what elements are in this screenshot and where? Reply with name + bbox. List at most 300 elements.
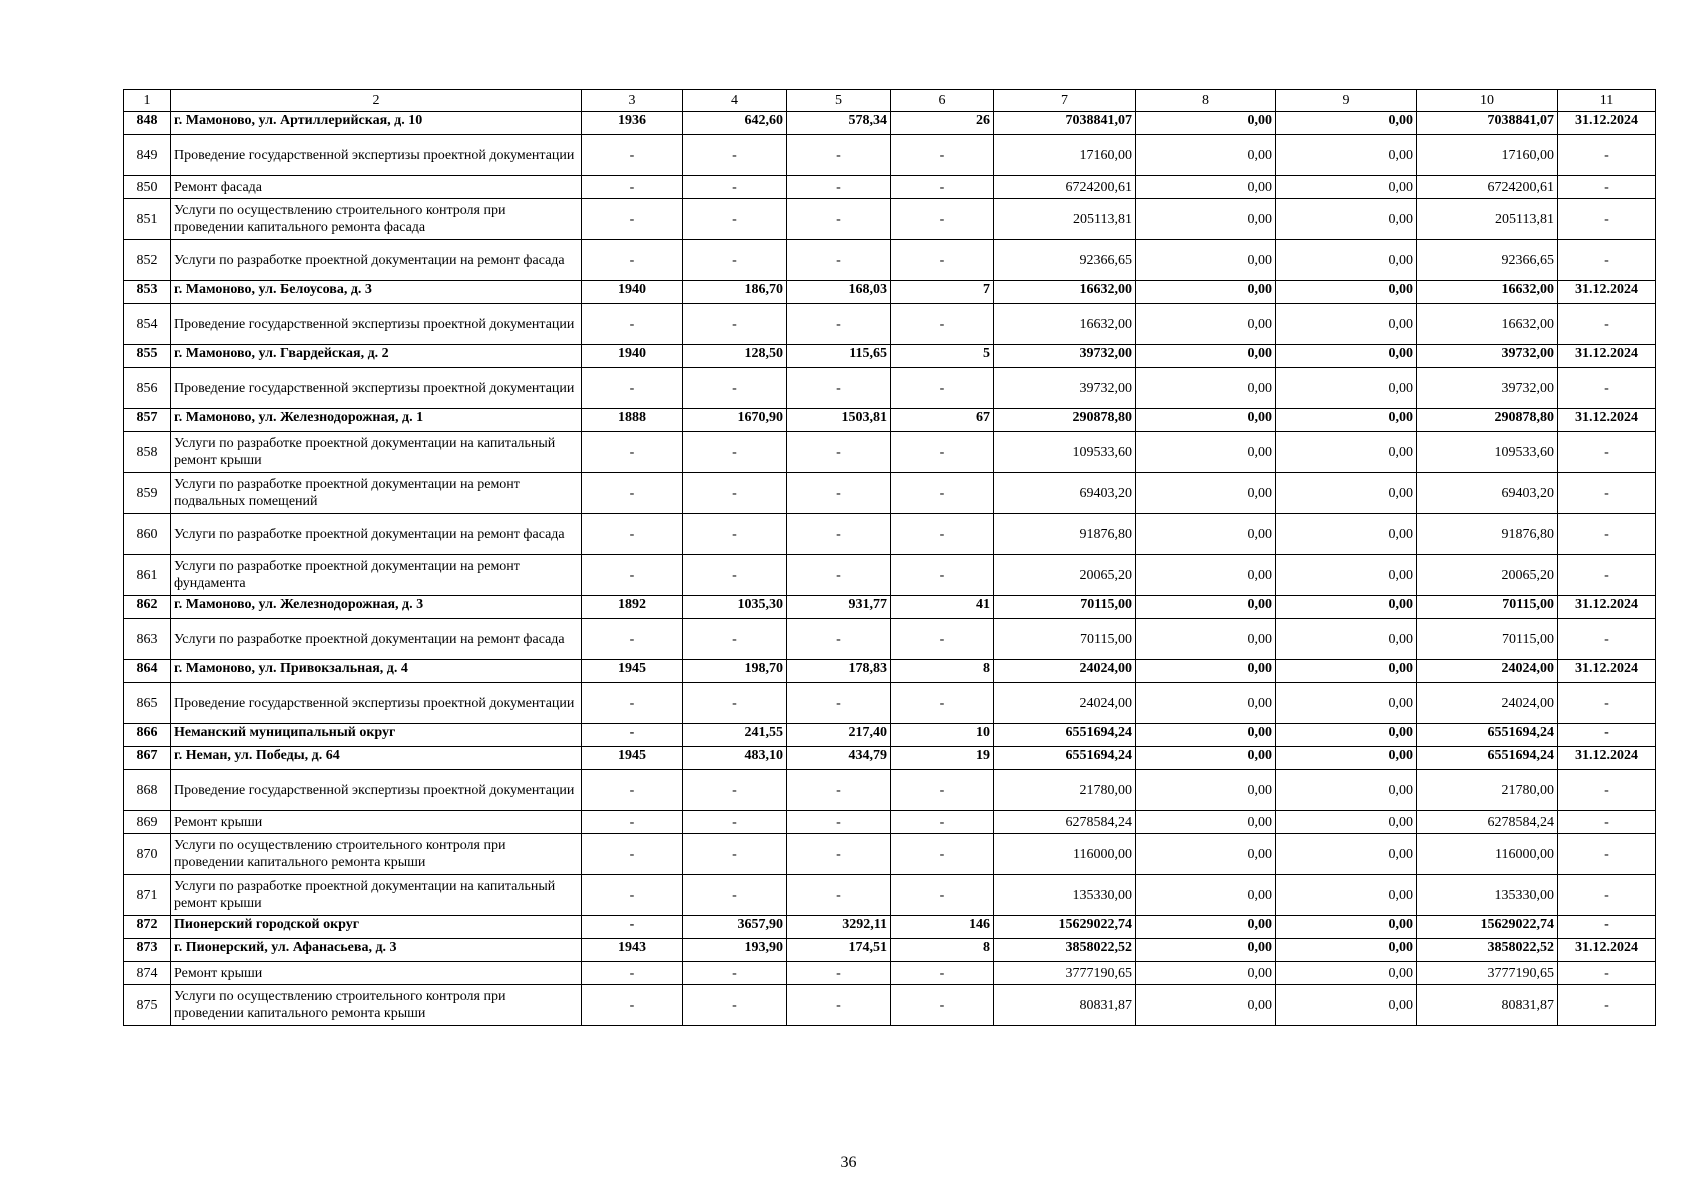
cell-fund-owners: 17160,00 xyxy=(1417,135,1558,176)
cell-completion-date: 31.12.2024 xyxy=(1558,345,1656,368)
cell-living-area: - xyxy=(787,304,891,345)
cell-total-area: 642,60 xyxy=(683,112,787,135)
cell-total-cost: 91876,80 xyxy=(994,514,1136,555)
cell-completion-date: - xyxy=(1558,135,1656,176)
table-row xyxy=(124,514,1656,555)
cell-fund-regional: 0,00 xyxy=(1276,916,1417,939)
cell-fund-regional: 0,00 xyxy=(1276,240,1417,281)
cell-fund-federal: 0,00 xyxy=(1136,596,1276,619)
cell-living-area: 174,51 xyxy=(787,939,891,962)
cell-total-area: - xyxy=(683,473,787,514)
cell-completion-date: - xyxy=(1558,240,1656,281)
cell-build-year: 1940 xyxy=(582,281,683,304)
cell-living-area: - xyxy=(787,432,891,473)
cell-total-area: - xyxy=(683,135,787,176)
cell-total-cost: 6551694,24 xyxy=(994,724,1136,747)
cell-item-name: Проведение государственной экспертизы проектной документации xyxy=(171,135,582,176)
cell-fund-federal: 0,00 xyxy=(1136,514,1276,555)
cell-fund-federal: 0,00 xyxy=(1136,916,1276,939)
cell-fund-owners: 70115,00 xyxy=(1417,619,1558,660)
cell-residents: - xyxy=(891,240,994,281)
cell-fund-regional: 0,00 xyxy=(1276,409,1417,432)
cell-fund-regional: 0,00 xyxy=(1276,811,1417,834)
cell-row-number: 861 xyxy=(124,555,171,596)
cell-row-number: 865 xyxy=(124,683,171,724)
cell-build-year: 1888 xyxy=(582,409,683,432)
cell-completion-date: - xyxy=(1558,176,1656,199)
cell-item-name: Проведение государственной экспертизы проектной документации xyxy=(171,770,582,811)
cell-residents: - xyxy=(891,473,994,514)
cell-residents: - xyxy=(891,811,994,834)
cell-total-cost: 6551694,24 xyxy=(994,747,1136,770)
cell-item-name: Проведение государственной экспертизы проектной документации xyxy=(171,368,582,409)
cell-build-year: - xyxy=(582,473,683,514)
table-row xyxy=(124,596,1656,619)
cell-row-number: 874 xyxy=(124,962,171,985)
cell-living-area: - xyxy=(787,985,891,1026)
cell-total-area: 186,70 xyxy=(683,281,787,304)
cell-completion-date: - xyxy=(1558,555,1656,596)
cell-total-area: - xyxy=(683,199,787,240)
cell-build-year: 1892 xyxy=(582,596,683,619)
cell-total-area: - xyxy=(683,770,787,811)
cell-fund-owners: 7038841,07 xyxy=(1417,112,1558,135)
cell-fund-owners: 20065,20 xyxy=(1417,555,1558,596)
cell-fund-regional: 0,00 xyxy=(1276,135,1417,176)
cell-row-number: 863 xyxy=(124,619,171,660)
cell-living-area: 434,79 xyxy=(787,747,891,770)
cell-fund-owners: 24024,00 xyxy=(1417,660,1558,683)
header-cell-total-cost: 7 xyxy=(994,90,1136,112)
cell-fund-regional: 0,00 xyxy=(1276,596,1417,619)
cell-row-number: 869 xyxy=(124,811,171,834)
header-cell-fund-regional: 9 xyxy=(1276,90,1417,112)
cell-total-cost: 39732,00 xyxy=(994,368,1136,409)
header-cell-build-year: 3 xyxy=(582,90,683,112)
cell-fund-federal: 0,00 xyxy=(1136,770,1276,811)
cell-total-cost: 116000,00 xyxy=(994,834,1136,875)
cell-fund-regional: 0,00 xyxy=(1276,368,1417,409)
cell-item-name: Услуги по разработке проектной документации на ремонт фундамента xyxy=(171,555,582,596)
cell-total-cost: 92366,65 xyxy=(994,240,1136,281)
cell-build-year: - xyxy=(582,199,683,240)
cell-total-area: 198,70 xyxy=(683,660,787,683)
cell-build-year: - xyxy=(582,811,683,834)
cell-residents: - xyxy=(891,683,994,724)
table-row xyxy=(124,555,1656,596)
cell-build-year: - xyxy=(582,555,683,596)
cell-row-number: 856 xyxy=(124,368,171,409)
cell-total-cost: 24024,00 xyxy=(994,683,1136,724)
cell-row-number: 853 xyxy=(124,281,171,304)
cell-fund-regional: 0,00 xyxy=(1276,619,1417,660)
cell-fund-regional: 0,00 xyxy=(1276,985,1417,1026)
table-row xyxy=(124,135,1656,176)
cell-completion-date: - xyxy=(1558,199,1656,240)
cell-total-cost: 39732,00 xyxy=(994,345,1136,368)
table-row xyxy=(124,916,1656,939)
cell-fund-federal: 0,00 xyxy=(1136,304,1276,345)
cell-total-cost: 69403,20 xyxy=(994,473,1136,514)
table-body xyxy=(124,112,1656,1026)
cell-build-year: - xyxy=(582,724,683,747)
column-number-header xyxy=(124,90,1656,112)
page-number: 36 xyxy=(840,1154,857,1171)
table-row xyxy=(124,875,1656,916)
cell-total-cost: 20065,20 xyxy=(994,555,1136,596)
table-row xyxy=(124,811,1656,834)
cell-row-number: 857 xyxy=(124,409,171,432)
cell-build-year: 1943 xyxy=(582,939,683,962)
table-row xyxy=(124,409,1656,432)
cell-fund-owners: 70115,00 xyxy=(1417,596,1558,619)
cell-total-area: - xyxy=(683,555,787,596)
cell-build-year: 1936 xyxy=(582,112,683,135)
cell-residents: 26 xyxy=(891,112,994,135)
cell-living-area: 178,83 xyxy=(787,660,891,683)
cell-completion-date: 31.12.2024 xyxy=(1558,596,1656,619)
cell-fund-regional: 0,00 xyxy=(1276,112,1417,135)
cell-living-area: - xyxy=(787,619,891,660)
cell-living-area: - xyxy=(787,240,891,281)
cell-row-number: 864 xyxy=(124,660,171,683)
cell-total-area: - xyxy=(683,368,787,409)
cell-fund-owners: 16632,00 xyxy=(1417,304,1558,345)
header-cell-total-area: 4 xyxy=(683,90,787,112)
cell-fund-regional: 0,00 xyxy=(1276,473,1417,514)
cell-item-name: Услуги по осуществлению строительного контроля при проведении капитального ремонта крыши xyxy=(171,985,582,1026)
cell-total-cost: 3858022,52 xyxy=(994,939,1136,962)
cell-total-cost: 24024,00 xyxy=(994,660,1136,683)
cell-fund-regional: 0,00 xyxy=(1276,875,1417,916)
cell-residents: 67 xyxy=(891,409,994,432)
cell-total-area: 3657,90 xyxy=(683,916,787,939)
cell-fund-owners: 116000,00 xyxy=(1417,834,1558,875)
cell-item-name: Услуги по разработке проектной документации на капитальный ремонт крыши xyxy=(171,875,582,916)
cell-fund-regional: 0,00 xyxy=(1276,345,1417,368)
cell-fund-federal: 0,00 xyxy=(1136,432,1276,473)
cell-item-name: г. Мамоново, ул. Железнодорожная, д. 3 xyxy=(171,596,582,619)
cell-residents: - xyxy=(891,875,994,916)
cell-completion-date: - xyxy=(1558,304,1656,345)
cell-completion-date: - xyxy=(1558,724,1656,747)
cell-build-year: - xyxy=(582,875,683,916)
header-cell-row-number: 1 xyxy=(124,90,171,112)
cell-row-number: 871 xyxy=(124,875,171,916)
cell-living-area: - xyxy=(787,875,891,916)
cell-row-number: 870 xyxy=(124,834,171,875)
cell-row-number: 859 xyxy=(124,473,171,514)
cell-residents: 41 xyxy=(891,596,994,619)
cell-fund-owners: 21780,00 xyxy=(1417,770,1558,811)
cell-fund-federal: 0,00 xyxy=(1136,875,1276,916)
cell-living-area: - xyxy=(787,811,891,834)
cell-total-area: - xyxy=(683,514,787,555)
cell-total-area: 193,90 xyxy=(683,939,787,962)
cell-fund-federal: 0,00 xyxy=(1136,240,1276,281)
cell-item-name: Ремонт крыши xyxy=(171,811,582,834)
cell-item-name: Неманский муниципальный округ xyxy=(171,724,582,747)
cell-residents: - xyxy=(891,834,994,875)
cell-build-year: 1945 xyxy=(582,660,683,683)
cell-row-number: 852 xyxy=(124,240,171,281)
cell-completion-date: - xyxy=(1558,432,1656,473)
cell-item-name: Услуги по разработке проектной документации на ремонт подвальных помещений xyxy=(171,473,582,514)
cell-living-area: - xyxy=(787,176,891,199)
cell-fund-owners: 135330,00 xyxy=(1417,875,1558,916)
cell-total-area: 483,10 xyxy=(683,747,787,770)
cell-item-name: г. Мамоново, ул. Белоусова, д. 3 xyxy=(171,281,582,304)
cell-total-area: 241,55 xyxy=(683,724,787,747)
cell-row-number: 875 xyxy=(124,985,171,1026)
cell-fund-owners: 6724200,61 xyxy=(1417,176,1558,199)
cell-fund-owners: 92366,65 xyxy=(1417,240,1558,281)
cell-fund-regional: 0,00 xyxy=(1276,199,1417,240)
cell-living-area: 1503,81 xyxy=(787,409,891,432)
cell-item-name: Ремонт крыши xyxy=(171,962,582,985)
cell-residents: - xyxy=(891,176,994,199)
cell-total-cost: 16632,00 xyxy=(994,281,1136,304)
cell-total-area: - xyxy=(683,875,787,916)
cell-build-year: 1940 xyxy=(582,345,683,368)
cell-residents: 5 xyxy=(891,345,994,368)
table-row xyxy=(124,176,1656,199)
table-row xyxy=(124,368,1656,409)
cell-row-number: 860 xyxy=(124,514,171,555)
cell-fund-owners: 205113,81 xyxy=(1417,199,1558,240)
cell-item-name: г. Мамоново, ул. Железнодорожная, д. 1 xyxy=(171,409,582,432)
table-row xyxy=(124,432,1656,473)
cell-item-name: г. Мамоново, ул. Гвардейская, д. 2 xyxy=(171,345,582,368)
table-row xyxy=(124,199,1656,240)
table-row xyxy=(124,985,1656,1026)
cell-total-cost: 17160,00 xyxy=(994,135,1136,176)
cell-build-year: - xyxy=(582,432,683,473)
cell-completion-date: - xyxy=(1558,683,1656,724)
cell-total-cost: 7038841,07 xyxy=(994,112,1136,135)
table-row xyxy=(124,281,1656,304)
cell-build-year: - xyxy=(582,619,683,660)
cell-fund-federal: 0,00 xyxy=(1136,834,1276,875)
cell-fund-federal: 0,00 xyxy=(1136,747,1276,770)
table-row xyxy=(124,724,1656,747)
cell-build-year: - xyxy=(582,770,683,811)
cell-item-name: г. Неман, ул. Победы, д. 64 xyxy=(171,747,582,770)
cell-residents: 8 xyxy=(891,939,994,962)
cell-fund-owners: 6551694,24 xyxy=(1417,747,1558,770)
cell-residents: 7 xyxy=(891,281,994,304)
cell-completion-date: - xyxy=(1558,514,1656,555)
cell-total-area: 1035,30 xyxy=(683,596,787,619)
cell-row-number: 873 xyxy=(124,939,171,962)
cell-item-name: Ремонт фасада xyxy=(171,176,582,199)
cell-fund-owners: 24024,00 xyxy=(1417,683,1558,724)
cell-fund-owners: 3858022,52 xyxy=(1417,939,1558,962)
cell-residents: - xyxy=(891,555,994,596)
cell-total-cost: 109533,60 xyxy=(994,432,1136,473)
cell-living-area: - xyxy=(787,514,891,555)
cell-row-number: 862 xyxy=(124,596,171,619)
cell-residents: - xyxy=(891,199,994,240)
repair-program-table xyxy=(123,89,1656,1026)
cell-item-name: Услуги по разработке проектной документации на капитальный ремонт крыши xyxy=(171,432,582,473)
header-cell-residents: 6 xyxy=(891,90,994,112)
cell-residents: 10 xyxy=(891,724,994,747)
cell-residents: - xyxy=(891,432,994,473)
cell-residents: - xyxy=(891,770,994,811)
cell-total-area: - xyxy=(683,985,787,1026)
cell-completion-date: 31.12.2024 xyxy=(1558,281,1656,304)
cell-total-cost: 205113,81 xyxy=(994,199,1136,240)
cell-completion-date: - xyxy=(1558,985,1656,1026)
cell-completion-date: - xyxy=(1558,811,1656,834)
cell-fund-owners: 6278584,24 xyxy=(1417,811,1558,834)
cell-completion-date: 31.12.2024 xyxy=(1558,112,1656,135)
cell-completion-date: - xyxy=(1558,770,1656,811)
cell-total-area: - xyxy=(683,240,787,281)
cell-living-area: 217,40 xyxy=(787,724,891,747)
cell-residents: 19 xyxy=(891,747,994,770)
cell-fund-federal: 0,00 xyxy=(1136,555,1276,596)
cell-fund-owners: 39732,00 xyxy=(1417,368,1558,409)
cell-total-cost: 6278584,24 xyxy=(994,811,1136,834)
cell-residents: 8 xyxy=(891,660,994,683)
cell-row-number: 848 xyxy=(124,112,171,135)
cell-fund-federal: 0,00 xyxy=(1136,962,1276,985)
cell-build-year: - xyxy=(582,135,683,176)
cell-total-cost: 70115,00 xyxy=(994,619,1136,660)
cell-fund-regional: 0,00 xyxy=(1276,555,1417,596)
cell-residents: - xyxy=(891,985,994,1026)
cell-living-area: 168,03 xyxy=(787,281,891,304)
table-row xyxy=(124,747,1656,770)
cell-fund-owners: 6551694,24 xyxy=(1417,724,1558,747)
cell-build-year: - xyxy=(582,834,683,875)
cell-total-cost: 80831,87 xyxy=(994,985,1136,1026)
cell-build-year: - xyxy=(582,240,683,281)
table-row xyxy=(124,962,1656,985)
cell-fund-regional: 0,00 xyxy=(1276,770,1417,811)
cell-fund-regional: 0,00 xyxy=(1276,683,1417,724)
cell-fund-regional: 0,00 xyxy=(1276,747,1417,770)
cell-fund-federal: 0,00 xyxy=(1136,135,1276,176)
cell-completion-date: 31.12.2024 xyxy=(1558,409,1656,432)
cell-total-area: - xyxy=(683,432,787,473)
cell-completion-date: 31.12.2024 xyxy=(1558,939,1656,962)
cell-item-name: Услуги по разработке проектной документации на ремонт фасада xyxy=(171,240,582,281)
cell-living-area: - xyxy=(787,199,891,240)
cell-build-year: - xyxy=(582,683,683,724)
cell-item-name: Услуги по осуществлению строительного контроля при проведении капитального ремонта крыши xyxy=(171,834,582,875)
cell-item-name: Пионерский городской округ xyxy=(171,916,582,939)
cell-fund-federal: 0,00 xyxy=(1136,683,1276,724)
cell-residents: - xyxy=(891,962,994,985)
cell-residents: - xyxy=(891,619,994,660)
cell-fund-regional: 0,00 xyxy=(1276,281,1417,304)
table-row xyxy=(124,619,1656,660)
cell-total-area: - xyxy=(683,834,787,875)
cell-row-number: 850 xyxy=(124,176,171,199)
cell-build-year: 1945 xyxy=(582,747,683,770)
cell-fund-regional: 0,00 xyxy=(1276,834,1417,875)
cell-completion-date: - xyxy=(1558,619,1656,660)
cell-total-cost: 16632,00 xyxy=(994,304,1136,345)
cell-living-area: - xyxy=(787,555,891,596)
table-row xyxy=(124,112,1656,135)
cell-item-name: Услуги по осуществлению строительного контроля при проведении капитального ремонта фасада xyxy=(171,199,582,240)
cell-fund-federal: 0,00 xyxy=(1136,281,1276,304)
cell-living-area: 931,77 xyxy=(787,596,891,619)
cell-completion-date: - xyxy=(1558,834,1656,875)
cell-row-number: 854 xyxy=(124,304,171,345)
table-row xyxy=(124,683,1656,724)
cell-build-year: - xyxy=(582,916,683,939)
cell-living-area: - xyxy=(787,962,891,985)
header-cell-item-name: 2 xyxy=(171,90,582,112)
cell-fund-federal: 0,00 xyxy=(1136,619,1276,660)
cell-living-area: - xyxy=(787,683,891,724)
cell-build-year: - xyxy=(582,176,683,199)
cell-row-number: 866 xyxy=(124,724,171,747)
cell-fund-regional: 0,00 xyxy=(1276,432,1417,473)
cell-fund-owners: 290878,80 xyxy=(1417,409,1558,432)
cell-total-area: - xyxy=(683,683,787,724)
cell-fund-owners: 39732,00 xyxy=(1417,345,1558,368)
table-row xyxy=(124,473,1656,514)
cell-residents: 146 xyxy=(891,916,994,939)
cell-fund-federal: 0,00 xyxy=(1136,409,1276,432)
cell-fund-federal: 0,00 xyxy=(1136,199,1276,240)
table-row xyxy=(124,834,1656,875)
cell-fund-federal: 0,00 xyxy=(1136,473,1276,514)
cell-living-area: - xyxy=(787,135,891,176)
cell-item-name: г. Мамоново, ул. Артиллерийская, д. 10 xyxy=(171,112,582,135)
cell-living-area: - xyxy=(787,770,891,811)
cell-build-year: - xyxy=(582,962,683,985)
cell-total-cost: 6724200,61 xyxy=(994,176,1136,199)
cell-total-area: - xyxy=(683,619,787,660)
cell-fund-owners: 80831,87 xyxy=(1417,985,1558,1026)
table-row xyxy=(124,304,1656,345)
cell-total-area: - xyxy=(683,304,787,345)
cell-item-name: Услуги по разработке проектной документации на ремонт фасада xyxy=(171,514,582,555)
cell-build-year: - xyxy=(582,514,683,555)
cell-item-name: г. Мамоново, ул. Привокзальная, д. 4 xyxy=(171,660,582,683)
header-cell-completion-date: 11 xyxy=(1558,90,1656,112)
cell-total-area: 1670,90 xyxy=(683,409,787,432)
cell-total-cost: 3777190,65 xyxy=(994,962,1136,985)
cell-fund-federal: 0,00 xyxy=(1136,985,1276,1026)
cell-residents: - xyxy=(891,514,994,555)
cell-total-area: - xyxy=(683,176,787,199)
cell-item-name: Услуги по разработке проектной документации на ремонт фасада xyxy=(171,619,582,660)
table-row xyxy=(124,660,1656,683)
cell-fund-regional: 0,00 xyxy=(1276,660,1417,683)
cell-fund-federal: 0,00 xyxy=(1136,811,1276,834)
cell-residents: - xyxy=(891,368,994,409)
cell-completion-date: - xyxy=(1558,368,1656,409)
cell-fund-regional: 0,00 xyxy=(1276,962,1417,985)
cell-build-year: - xyxy=(582,368,683,409)
cell-item-name: Проведение государственной экспертизы проектной документации xyxy=(171,683,582,724)
cell-fund-owners: 69403,20 xyxy=(1417,473,1558,514)
cell-living-area: 115,65 xyxy=(787,345,891,368)
cell-fund-owners: 91876,80 xyxy=(1417,514,1558,555)
cell-completion-date: - xyxy=(1558,875,1656,916)
cell-fund-federal: 0,00 xyxy=(1136,660,1276,683)
cell-living-area: - xyxy=(787,473,891,514)
cell-total-cost: 70115,00 xyxy=(994,596,1136,619)
